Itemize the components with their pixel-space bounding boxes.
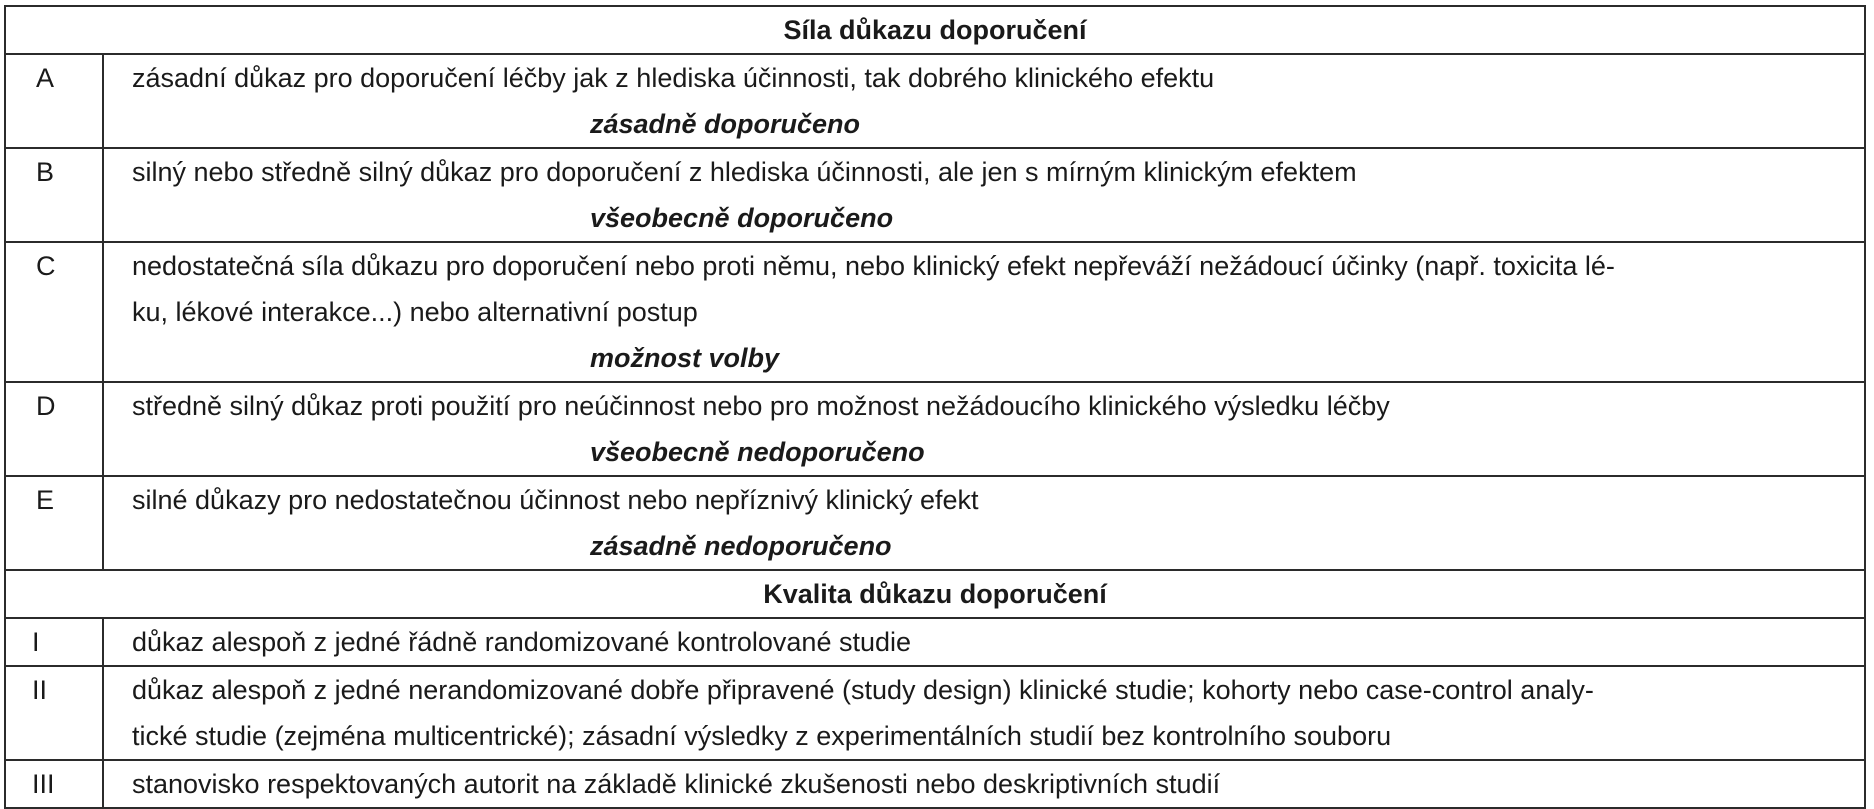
table-row (5, 148, 1865, 242)
table-row (5, 242, 1865, 382)
evidence-grading-table (4, 5, 1866, 809)
quality-section-title: Kvalita důkazu doporučení (5, 570, 1865, 618)
grade-label: E (5, 476, 103, 570)
table-row (5, 54, 1865, 148)
recommendation-label: možnost volby (590, 343, 780, 373)
quality-description-line: tické studie (zejména multicentrické); zásadní výsledky z experimentálních studií bez kontrolního souboru (132, 721, 1392, 751)
grade-label: A (5, 54, 103, 148)
grade-description-cell (103, 54, 1865, 148)
grade-description-cell (103, 148, 1865, 242)
table-row (5, 618, 1865, 666)
table-row (5, 382, 1865, 476)
grade-description: zásadní důkaz pro doporučení léčby jak z hlediska účinnosti, tak dobrého klinického efektu (132, 63, 1215, 93)
grade-label: B (5, 148, 103, 242)
grade-description-line: ku, lékové interakce...) nebo alternativní postup (132, 297, 698, 327)
recommendation-label: zásadně doporučeno (590, 109, 861, 139)
strength-section-header-row (5, 6, 1865, 54)
grade-description: silné důkazy pro nedostatečnou účinnost nebo nepříznivý klinický efekt (132, 485, 979, 515)
grade-description-cell (103, 476, 1865, 570)
grade-description: silný nebo středně silný důkaz pro doporučení z hlediska účinnosti, ale jen s mírným klinickým efektem (132, 157, 1357, 187)
grade-label: C (5, 242, 103, 382)
grade-label: D (5, 382, 103, 476)
quality-description-cell (103, 618, 1865, 666)
quality-section-header-row (5, 570, 1865, 618)
table-row (5, 666, 1865, 760)
quality-grade-label: II (5, 666, 103, 760)
grade-description: středně silný důkaz proti použití pro neúčinnost nebo pro možnost nežádoucího klinického výsledku léčby (132, 391, 1390, 421)
grade-description-line: nedostatečná síla důkazu pro doporučení nebo proti němu, nebo klinický efekt nepřeváží nežádoucí účinky (např. toxicita lé- (132, 251, 1615, 281)
quality-grade-label: III (5, 760, 103, 808)
quality-description: důkaz alespoň z jedné řádně randomizované kontrolované studie (132, 627, 912, 657)
table-row (5, 760, 1865, 808)
recommendation-label: zásadně nedoporučeno (590, 531, 892, 561)
quality-grade-label: I (5, 618, 103, 666)
quality-description-line: důkaz alespoň z jedné nerandomizované dobře připravené (study design) klinické studie; kohorty nebo case-control analy- (132, 675, 1594, 705)
strength-section-title: Síla důkazu doporučení (5, 6, 1865, 54)
quality-description: stanovisko respektovaných autorit na základě klinické zkušenosti nebo deskriptivních studií (132, 769, 1221, 799)
recommendation-label: všeobecně nedoporučeno (590, 437, 925, 467)
quality-description-cell (103, 666, 1865, 760)
grade-description-cell (103, 242, 1865, 382)
recommendation-label: všeobecně doporučeno (590, 203, 894, 233)
grade-description-cell (103, 382, 1865, 476)
quality-description-cell (103, 760, 1865, 808)
table-row (5, 476, 1865, 570)
